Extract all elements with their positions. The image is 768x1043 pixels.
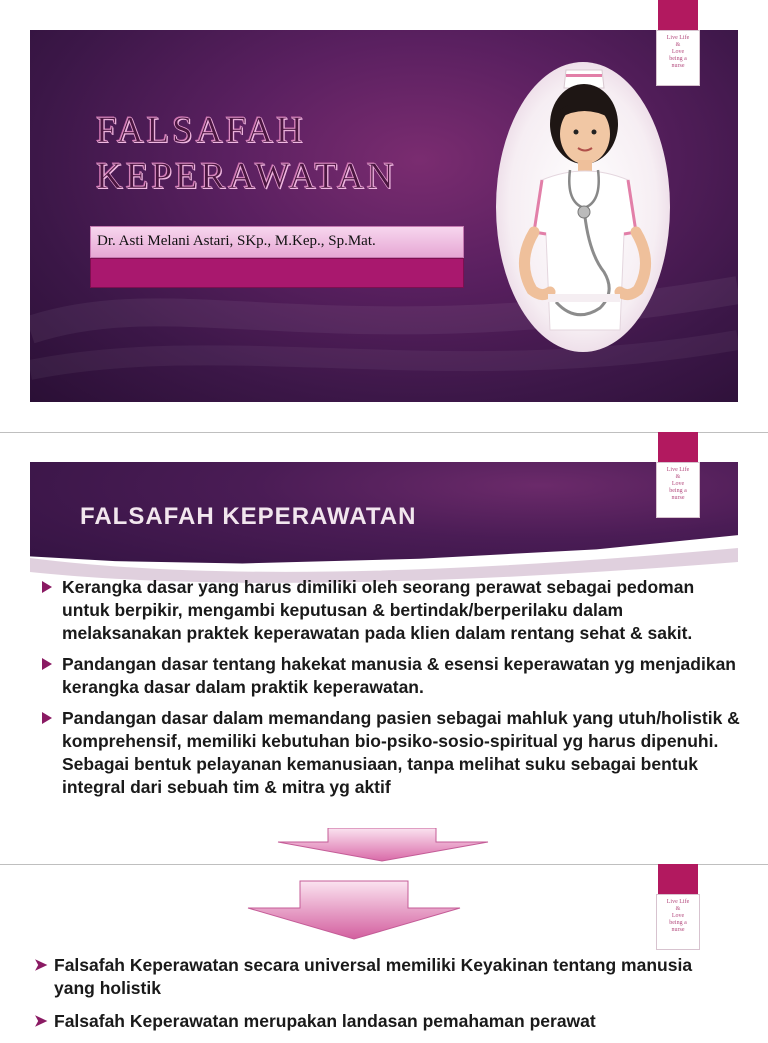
down-arrow-icon xyxy=(246,880,462,940)
logo-text-4: being a xyxy=(669,488,687,494)
logo-text-3: Love xyxy=(671,49,685,55)
triangle-bullet-icon xyxy=(42,712,52,724)
slide-divider xyxy=(0,432,768,433)
list-item xyxy=(40,707,740,799)
author-strip xyxy=(90,258,464,288)
triangle-bullet-icon xyxy=(42,581,52,593)
chevron-bullet-icon: ➤ xyxy=(34,1013,48,1030)
title-line-2: KEPERAWATAN xyxy=(96,156,397,197)
logo-text-1: Live Life xyxy=(666,35,690,41)
logo-text-5: nurse xyxy=(671,63,685,69)
logo-card xyxy=(656,462,700,518)
bullet-text: Pandangan dasar dalam memandang pasien sebagai mahluk yang utuh/holistik & komprehensif, memiliki kebutuhan bio-psiko-sosio-spiritual yg harus dipenuhi. Sebagai bentuk pelayanan kemanusiaan, tanpa melihat suku sebagai bentuk integral dari sebuah tim & mitra yg aktif xyxy=(62,708,740,797)
bullet-text: Falsafah Keperawatan merupakan landasan pemahaman perawat xyxy=(54,1011,596,1031)
logo-text-2: & xyxy=(675,42,681,48)
list-item xyxy=(40,653,740,699)
logo-ribbon xyxy=(658,0,698,30)
nurse-child-icon xyxy=(496,62,670,352)
title-line-1: FALSAFAH xyxy=(96,110,306,151)
logo-ribbon xyxy=(658,432,698,462)
slide-3-bullet-list xyxy=(34,954,734,1043)
logo-text-5: nurse xyxy=(671,927,685,933)
logo-text-3: Love xyxy=(671,913,685,919)
bullet-text: Kerangka dasar yang harus dimiliki oleh seorang perawat sebagai pedoman untuk berpikir, mengambi keputusan & bertindak/berperilaku dalam melaksanakan praktek keperawatan pada klien dalam rentang sehat & sakit. xyxy=(62,577,695,643)
slide-2-title: FALSAFAH KEPERAWATAN xyxy=(80,503,417,530)
logo-text-2: & xyxy=(675,474,681,480)
slide-1-title xyxy=(96,108,396,200)
bullet-text: Pandangan dasar tentang hakekat manusia & esensi keperawatan yg menjadikan kerangka dasar dalam praktik keperawatan. xyxy=(62,654,736,697)
list-item xyxy=(34,1010,734,1033)
slide-2-bullet-list xyxy=(40,576,740,807)
bullet-text: Falsafah Keperawatan secara universal memiliki Keyakinan tentang manusia yang holistik xyxy=(54,955,693,998)
author-box xyxy=(90,226,464,258)
slide-divider xyxy=(0,864,768,865)
logo-text-2: & xyxy=(675,906,681,912)
logo-text-1: Live Life xyxy=(666,467,690,473)
author-name: Dr. Asti Melani Astari, SKp., M.Kep., Sp.Mat. xyxy=(97,233,376,249)
logo-text-5: nurse xyxy=(671,495,685,501)
down-arrow-icon xyxy=(276,828,490,862)
logo-card xyxy=(656,894,700,950)
chevron-bullet-icon: ➤ xyxy=(34,957,48,974)
nurse-photo xyxy=(496,62,670,352)
logo-card xyxy=(656,30,700,86)
list-item xyxy=(40,576,740,645)
triangle-bullet-icon xyxy=(42,658,52,670)
logo-text-1: Live Life xyxy=(666,899,690,905)
logo-text-4: being a xyxy=(669,56,687,62)
logo-ribbon xyxy=(658,864,698,894)
logo-text-3: Love xyxy=(671,481,685,487)
list-item xyxy=(34,954,734,1000)
logo-text-4: being a xyxy=(669,920,687,926)
